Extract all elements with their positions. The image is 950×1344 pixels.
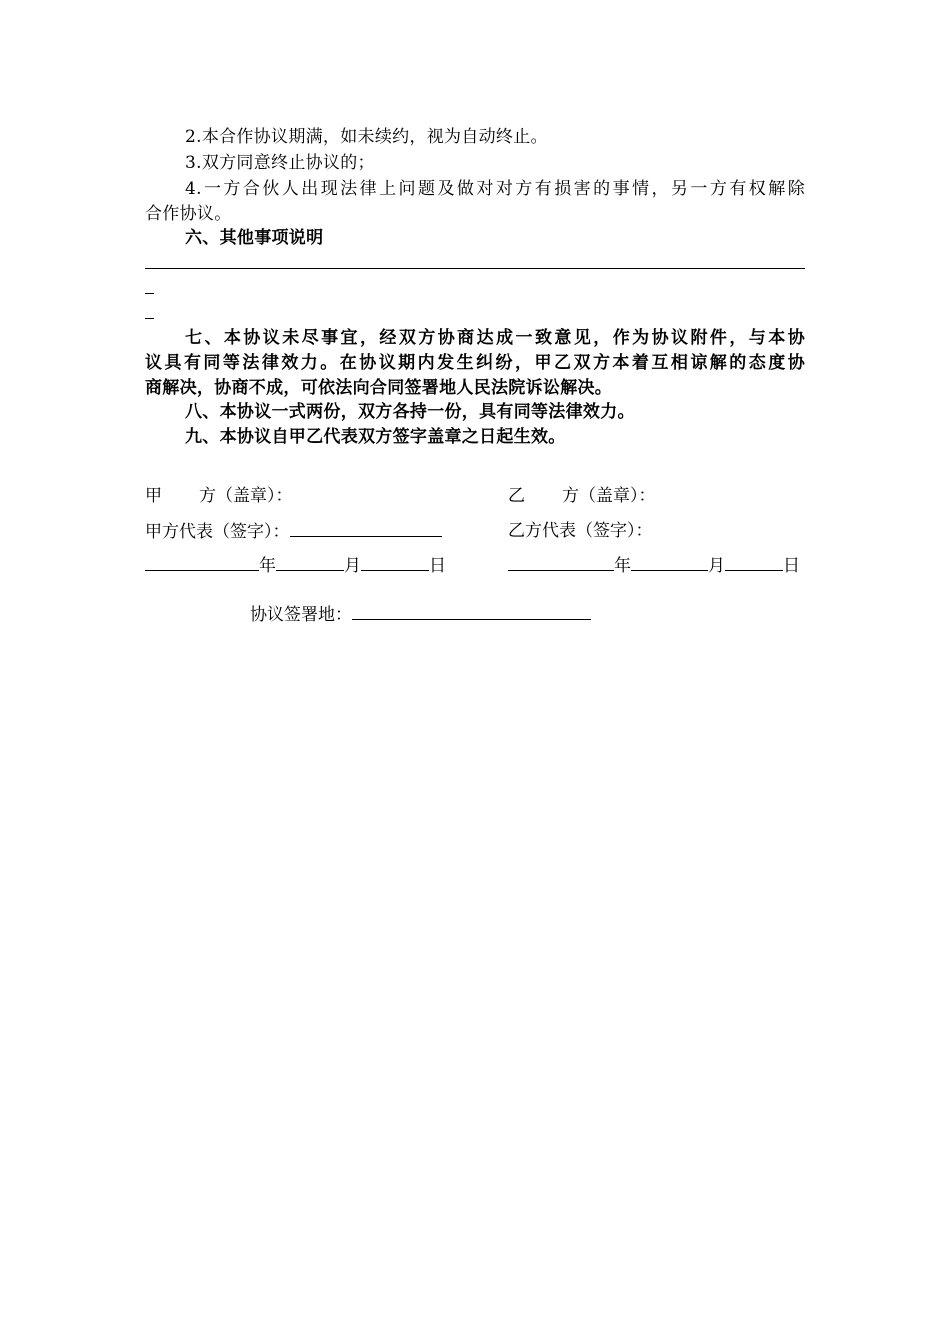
signing-location-label: 协议签署地： [250, 605, 352, 625]
party-a-representative [145, 518, 442, 545]
party-b-day-blank[interactable] [725, 552, 783, 571]
party-a-rep-label: 甲方代表（签字）： [145, 522, 290, 542]
party-b-seal-label: 方（盖章）： [562, 486, 656, 506]
party-b-seal [508, 483, 656, 509]
party-a-rep-signature-blank[interactable] [290, 518, 442, 537]
party-a-day-label: 日 [429, 556, 446, 576]
party-a-year-label: 年 [259, 556, 276, 576]
party-b-date [508, 552, 800, 579]
section-7-line-2: 议具有同等法律效力。在协议期内发生纠纷，甲乙双方本着互相谅解的态度协 [145, 353, 805, 373]
section-7-line-1: 七、本协议未尽事宜，经双方协商达成一致意见，作为协议附件，与本协 [185, 328, 805, 348]
party-b-month-blank[interactable] [631, 552, 708, 571]
party-b-char: 乙 [508, 486, 525, 506]
party-b-representative [508, 518, 653, 544]
clause-2: 2.本合作协议期满，如未续约，视为自动终止。 [185, 127, 548, 147]
section-6-heading: 六、其他事项说明 [185, 228, 324, 248]
party-a-date [145, 552, 446, 579]
party-a-day-blank[interactable] [361, 552, 429, 571]
signing-location [250, 601, 591, 628]
clause-3: 3.双方同意终止协议的； [185, 153, 375, 173]
party-b-month-label: 月 [708, 556, 725, 576]
notes-rule-stub-2 [145, 318, 154, 319]
party-b-year-label: 年 [614, 556, 631, 576]
section-7-line-3: 商解决，协商不成，可依法向合同签署地人民法院诉讼解决。 [145, 378, 613, 398]
party-a-char: 甲 [145, 486, 162, 506]
party-b-rep-label: 乙方代表（签字）： [508, 521, 653, 541]
party-a-year-blank[interactable] [145, 552, 259, 571]
section-8: 八、本协议一式两份，双方各持一份，具有同等法律效力。 [185, 402, 635, 422]
party-b-day-label: 日 [783, 556, 800, 576]
party-b-year-blank[interactable] [508, 552, 614, 571]
party-a-seal [145, 483, 293, 509]
party-a-month-blank[interactable] [276, 552, 344, 571]
notes-rule [145, 268, 805, 269]
party-a-month-label: 月 [344, 556, 361, 576]
clause-4-line-1: 4.一方合伙人出现法律上问题及做对对方有损害的事情，另一方有权解除 [185, 179, 805, 199]
section-9: 九、本协议自甲乙代表双方签字盖章之日起生效。 [185, 427, 566, 447]
notes-rule-stub-1 [145, 293, 154, 294]
signing-location-blank[interactable] [352, 601, 591, 620]
party-a-seal-label: 方（盖章）： [199, 486, 293, 506]
clause-4-line-2: 合作协议。 [145, 204, 232, 224]
